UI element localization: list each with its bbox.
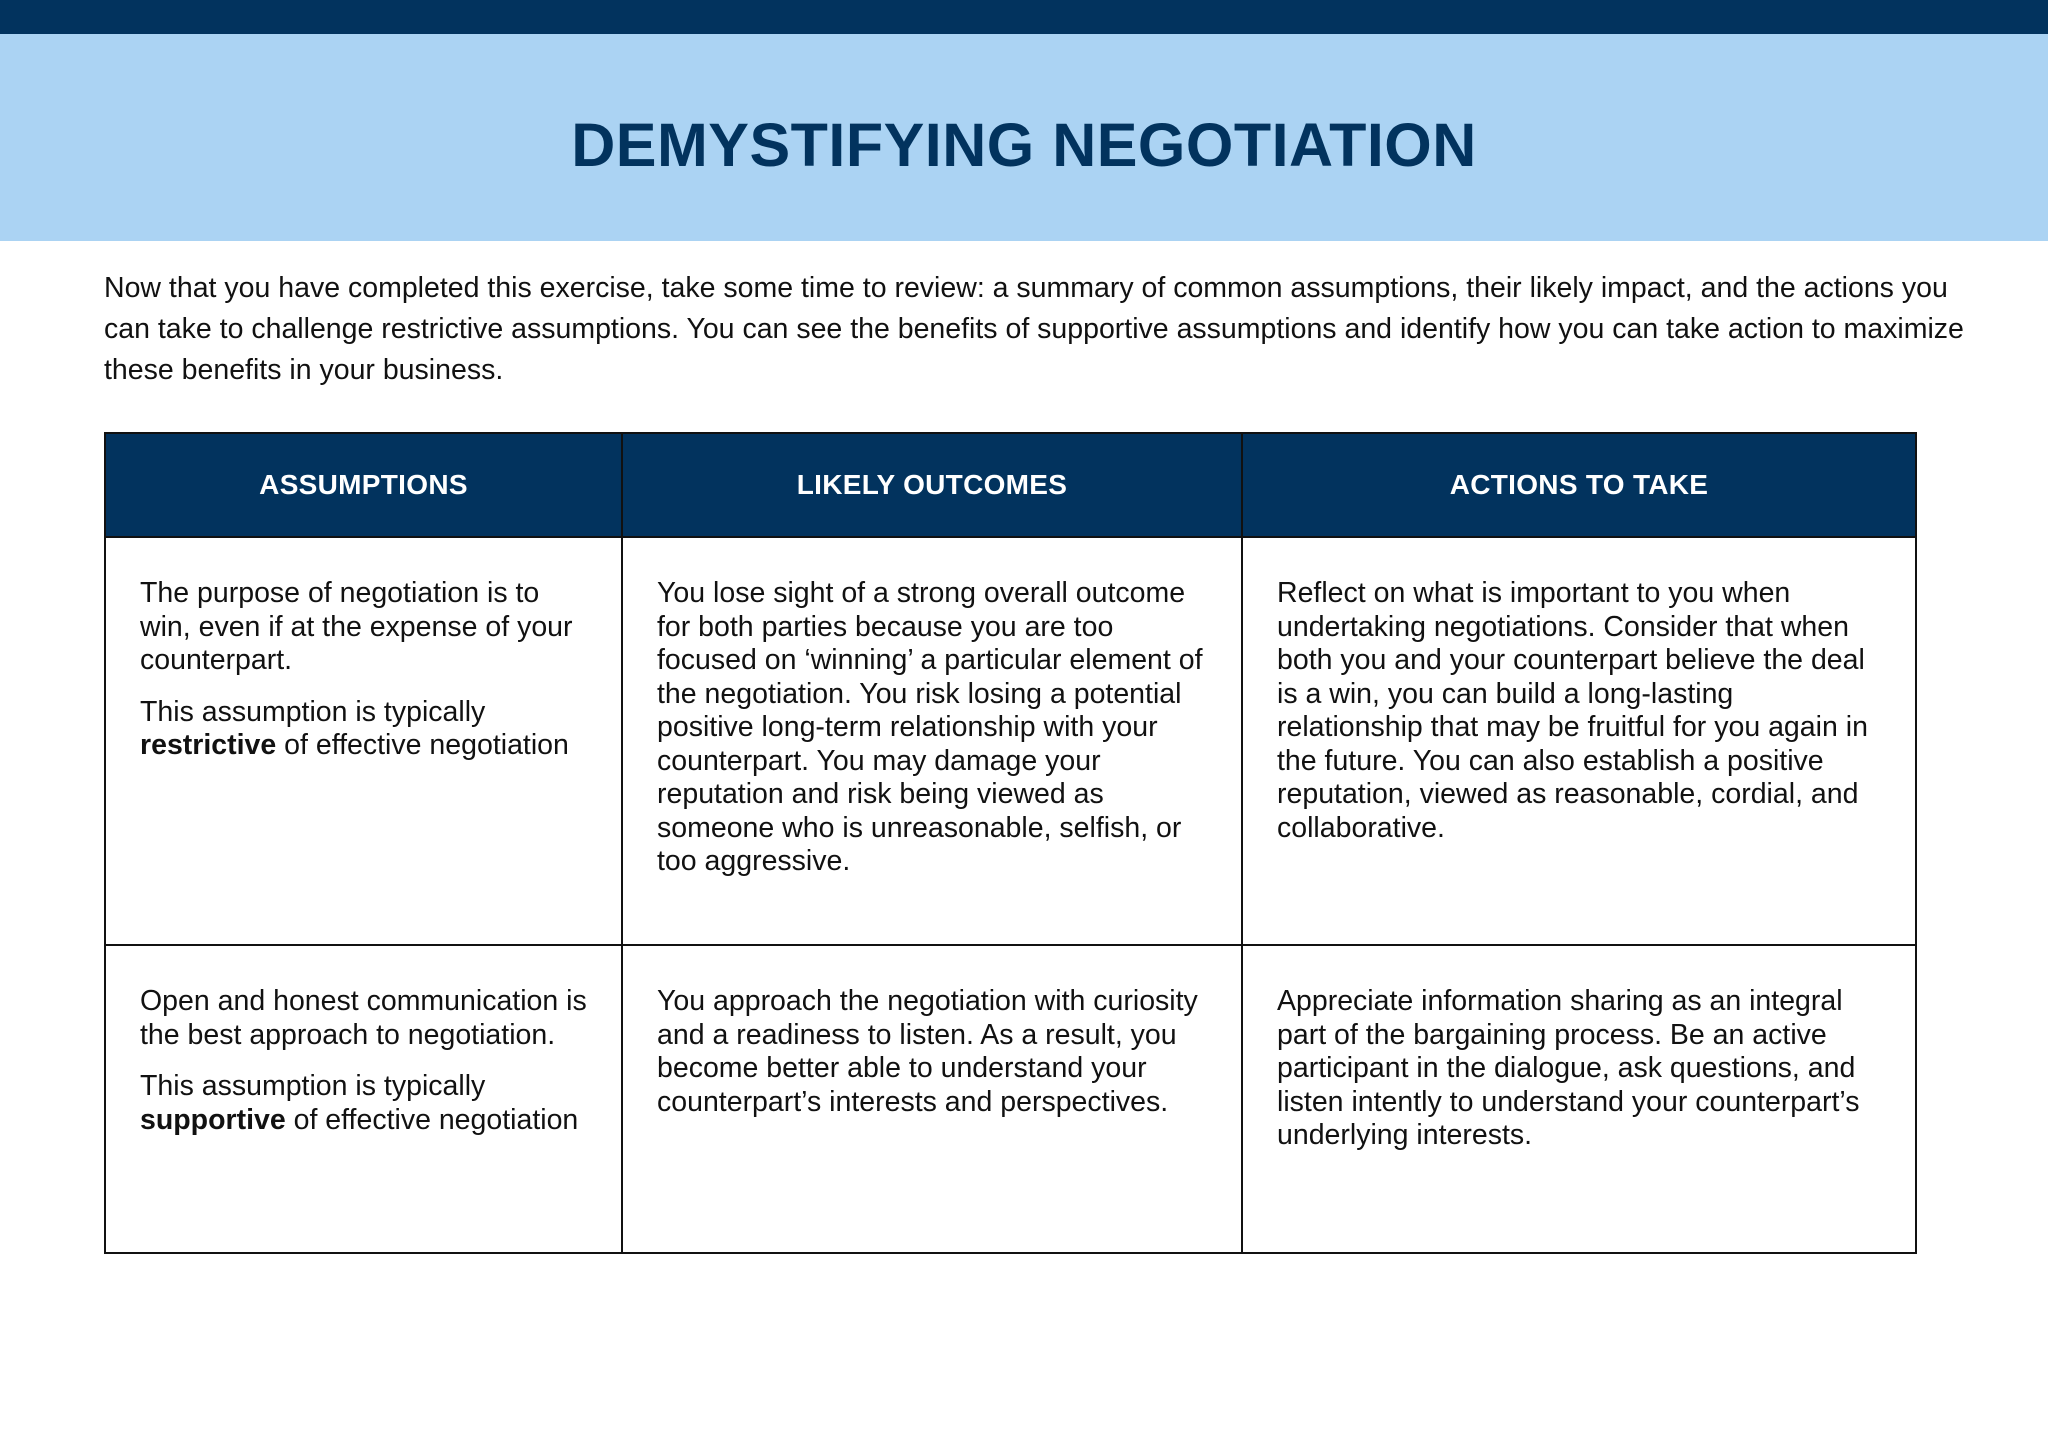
outcome-cell [622,945,1242,1253]
assumption-note [140,1070,591,1137]
note-prefix: This assumption is typically [140,1070,486,1102]
outcome-text: You lose sight of a strong overall outcome for both parties because you are too focused on ‘winning’ a particular element of the negotiation. You risk losing a potential positive long-term relationship with your counterpart. You may damage your reputation and risk being viewed as someone who is unreasonable, selfish, or too aggressive. [657,577,1203,877]
action-cell [1242,945,1916,1253]
table-row [105,537,1916,945]
assumption-note [140,696,591,763]
note-suffix: of effective negotiation [276,729,569,761]
action-text: Appreciate information sharing as an integral part of the bargaining process. Be an active participant in the dialogue, ask questions, and listen intently to understand your counterpart’s underlying interests. [1277,985,1860,1151]
header-assumptions: ASSUMPTIONS [105,433,622,537]
page-title: DEMYSTIFYING NEGOTIATION [571,111,1477,179]
action-cell [1242,537,1916,945]
action-text: Reflect on what is important to you when undertaking negotiations. Consider that when both you and your counterpart believe the deal is a win, you can build a long-lasting relationship that may be fruitful for you again in the future. You can also establish a positive reputation, viewed as reasonable, cordial, and collaborative. [1277,577,1868,844]
outcome-cell [622,537,1242,945]
note-suffix: of effective negotiation [285,1103,579,1136]
note-term: supportive [140,1103,286,1136]
header-likely-outcomes: LIKELY OUTCOMES [622,433,1242,537]
assumption-cell [105,537,622,945]
top-accent-bar [0,0,2048,34]
assumptions-table [104,432,1917,1254]
header-actions-to-take: ACTIONS TO TAKE [1242,433,1916,537]
assumption-text: Open and honest communication is the best approach to negotiation. [140,985,587,1051]
assumption-cell [105,945,622,1253]
note-prefix: This assumption is typically [140,695,486,728]
outcome-text: You approach the negotiation with curiosity and a readiness to listen. As a result, you become better able to understand your counterpart’s interests and perspectives. [657,985,1198,1118]
table-header-row [105,433,1916,537]
assumption-text: The purpose of negotiation is to win, even if at the expense of your counterpart. [140,577,573,676]
note-term: restrictive [140,729,277,761]
intro-paragraph: Now that you have completed this exercise, take some time to review: a summary of common assumptions, their likely impact, and the actions you can take to challenge restrictive assumptions. You can see the benefits of supportive assumptions and identify how you can take action to maximize these benefits in your business. [104,272,1964,386]
table-row [105,945,1916,1253]
